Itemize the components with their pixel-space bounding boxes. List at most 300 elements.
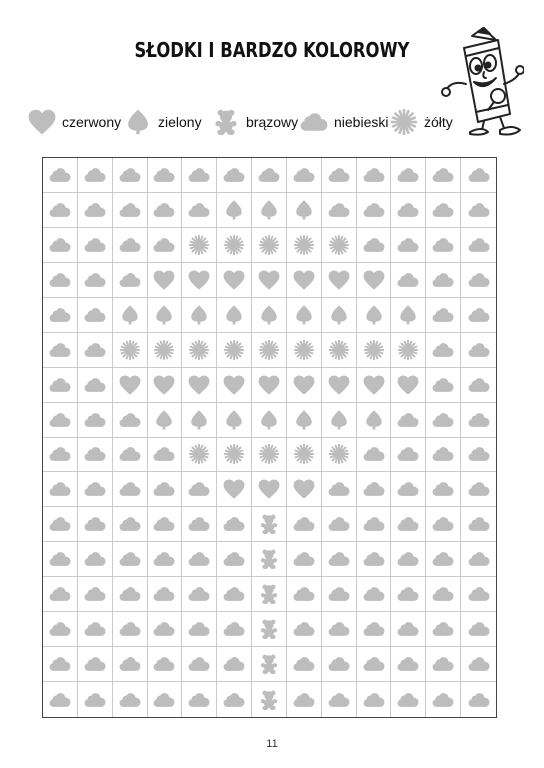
- grid-cell: [461, 263, 496, 298]
- cloud-icon: [119, 584, 141, 604]
- grid-cell: [148, 298, 183, 333]
- grid-cell: [391, 158, 426, 193]
- cloud-icon: [49, 165, 71, 185]
- cloud-icon: [363, 165, 385, 185]
- cloud-icon: [84, 549, 106, 569]
- grid-cell: [78, 472, 113, 507]
- grid-cell: [426, 263, 461, 298]
- cloud-icon: [328, 514, 350, 534]
- cloud-icon: [49, 375, 71, 395]
- cloud-icon: [293, 584, 315, 604]
- cloud-icon: [223, 654, 245, 674]
- cloud-icon: [223, 584, 245, 604]
- cloud-icon: [468, 619, 490, 639]
- grid-cell: [322, 263, 357, 298]
- grid-cell: [322, 403, 357, 438]
- cloud-icon: [432, 690, 454, 710]
- grid-cell: [43, 577, 78, 612]
- cloud-icon: [49, 654, 71, 674]
- heart-icon: [188, 375, 210, 395]
- grid-cell: [357, 263, 392, 298]
- cloud-icon: [84, 235, 106, 255]
- cloud-icon: [300, 109, 328, 135]
- grid-cell: [113, 228, 148, 263]
- grid-cell: [357, 438, 392, 473]
- heart-icon: [363, 375, 385, 395]
- grid-cell: [391, 612, 426, 647]
- cloud-icon: [328, 165, 350, 185]
- leaf-icon: [293, 200, 315, 220]
- grid-cell: [148, 682, 183, 717]
- grid-cell: [217, 438, 252, 473]
- cloud-icon: [468, 340, 490, 360]
- page-title: SŁODKI I BARDZO KOLOROWY: [134, 38, 410, 62]
- cloud-icon: [468, 654, 490, 674]
- leaf-icon: [293, 410, 315, 430]
- cloud-icon: [84, 340, 106, 360]
- grid-cell: [43, 193, 78, 228]
- grid-cell: [391, 577, 426, 612]
- star-burst-icon: [328, 444, 350, 464]
- grid-cell: [357, 368, 392, 403]
- grid-cell: [287, 228, 322, 263]
- grid-cell: [391, 298, 426, 333]
- grid-cell: [287, 368, 322, 403]
- grid-cell: [217, 263, 252, 298]
- cloud-icon: [293, 514, 315, 534]
- grid-cell: [182, 507, 217, 542]
- grid-cell: [148, 403, 183, 438]
- grid-cell: [182, 368, 217, 403]
- grid-cell: [322, 158, 357, 193]
- star-burst-icon: [188, 235, 210, 255]
- grid-cell: [43, 263, 78, 298]
- grid-cell: [113, 333, 148, 368]
- cloud-icon: [432, 375, 454, 395]
- grid-cell: [252, 507, 287, 542]
- grid-cell: [461, 577, 496, 612]
- cloud-icon: [432, 235, 454, 255]
- cloud-icon: [188, 549, 210, 569]
- cloud-icon: [188, 690, 210, 710]
- grid-cell: [78, 228, 113, 263]
- heart-icon: [258, 375, 280, 395]
- cloud-icon: [119, 235, 141, 255]
- grid-cell: [113, 263, 148, 298]
- legend-item-heart: [28, 108, 121, 136]
- grid-cell: [357, 472, 392, 507]
- heart-icon: [363, 270, 385, 290]
- grid-cell: [322, 577, 357, 612]
- grid-cell: [357, 403, 392, 438]
- grid-cell: [322, 542, 357, 577]
- cloud-icon: [468, 375, 490, 395]
- cloud-icon: [49, 444, 71, 464]
- heart-icon: [258, 479, 280, 499]
- cloud-icon: [49, 235, 71, 255]
- cloud-icon: [188, 619, 210, 639]
- teddy-bear-icon: [258, 549, 280, 569]
- grid-cell: [113, 368, 148, 403]
- grid-cell: [426, 577, 461, 612]
- grid-cell: [43, 612, 78, 647]
- cloud-icon: [328, 200, 350, 220]
- legend-label: czerwony: [62, 114, 122, 130]
- grid-cell: [148, 158, 183, 193]
- cloud-icon: [119, 479, 141, 499]
- grid-cell: [287, 577, 322, 612]
- heart-icon: [293, 270, 315, 290]
- cloud-icon: [468, 235, 490, 255]
- cloud-icon: [119, 654, 141, 674]
- leaf-icon: [363, 305, 385, 325]
- grid-cell: [148, 542, 183, 577]
- cloud-icon: [119, 410, 141, 430]
- cloud-icon: [188, 584, 210, 604]
- grid-cell: [252, 577, 287, 612]
- star-burst-icon: [293, 235, 315, 255]
- cloud-icon: [328, 619, 350, 639]
- grid-cell: [461, 368, 496, 403]
- grid-cell: [78, 682, 113, 717]
- cloud-icon: [432, 340, 454, 360]
- cloud-icon: [432, 584, 454, 604]
- grid-cell: [287, 403, 322, 438]
- cloud-icon: [397, 200, 419, 220]
- cloud-icon: [153, 444, 175, 464]
- cloud-icon: [432, 410, 454, 430]
- grid-cell: [252, 158, 287, 193]
- heart-icon: [28, 109, 56, 135]
- grid-cell: [78, 263, 113, 298]
- cloud-icon: [119, 514, 141, 534]
- grid-cell: [182, 333, 217, 368]
- cloud-icon: [153, 200, 175, 220]
- star-burst-icon: [258, 235, 280, 255]
- cloud-icon: [223, 619, 245, 639]
- heart-icon: [153, 375, 175, 395]
- leaf-icon: [328, 305, 350, 325]
- cloud-icon: [153, 479, 175, 499]
- grid-cell: [182, 193, 217, 228]
- star-burst-icon: [223, 340, 245, 360]
- cloud-icon: [397, 270, 419, 290]
- grid-cell: [78, 298, 113, 333]
- grid-cell: [461, 682, 496, 717]
- heart-icon: [223, 375, 245, 395]
- grid-cell: [113, 158, 148, 193]
- grid-cell: [78, 507, 113, 542]
- cloud-icon: [397, 165, 419, 185]
- leaf-icon: [223, 410, 245, 430]
- grid-cell: [43, 647, 78, 682]
- grid-cell: [426, 612, 461, 647]
- grid-cell: [43, 438, 78, 473]
- grid-cell: [148, 577, 183, 612]
- cloud-icon: [49, 584, 71, 604]
- leaf-icon: [363, 410, 385, 430]
- leaf-icon: [223, 305, 245, 325]
- grid-cell: [78, 577, 113, 612]
- grid-cell: [357, 542, 392, 577]
- grid-cell: [357, 612, 392, 647]
- grid-cell: [78, 438, 113, 473]
- grid-cell: [287, 333, 322, 368]
- grid-cell: [148, 263, 183, 298]
- grid-cell: [217, 682, 252, 717]
- cloud-icon: [84, 479, 106, 499]
- cloud-icon: [293, 654, 315, 674]
- grid-cell: [426, 682, 461, 717]
- heart-icon: [223, 270, 245, 290]
- cloud-icon: [49, 200, 71, 220]
- grid-cell: [252, 647, 287, 682]
- grid-cell: [252, 333, 287, 368]
- grid-cell: [252, 612, 287, 647]
- star-burst-icon: [293, 340, 315, 360]
- heart-icon: [293, 479, 315, 499]
- cloud-icon: [432, 549, 454, 569]
- cloud-icon: [293, 690, 315, 710]
- grid-cell: [461, 542, 496, 577]
- grid-cell: [391, 647, 426, 682]
- page-number: 11: [266, 738, 278, 750]
- coloring-grid: [42, 157, 497, 718]
- cloud-icon: [432, 270, 454, 290]
- grid-cell: [43, 403, 78, 438]
- heart-icon: [223, 479, 245, 499]
- cloud-icon: [468, 200, 490, 220]
- grid-cell: [217, 542, 252, 577]
- cloud-icon: [84, 514, 106, 534]
- cloud-icon: [363, 584, 385, 604]
- grid-cell: [217, 298, 252, 333]
- cloud-icon: [84, 690, 106, 710]
- leaf-icon: [124, 109, 152, 135]
- grid-cell: [322, 507, 357, 542]
- leaf-icon: [153, 410, 175, 430]
- legend-label: niebieski: [334, 114, 389, 130]
- grid-cell: [78, 647, 113, 682]
- grid-cell: [391, 507, 426, 542]
- cloud-icon: [188, 514, 210, 534]
- grid-cell: [217, 612, 252, 647]
- grid-cell: [252, 368, 287, 403]
- grid-cell: [391, 228, 426, 263]
- grid-cell: [43, 333, 78, 368]
- leaf-icon: [293, 305, 315, 325]
- cloud-icon: [84, 654, 106, 674]
- grid-cell: [252, 403, 287, 438]
- grid-cell: [78, 403, 113, 438]
- grid-cell: [391, 193, 426, 228]
- cloud-icon: [49, 410, 71, 430]
- cloud-icon: [119, 690, 141, 710]
- cloud-icon: [397, 549, 419, 569]
- cloud-icon: [328, 549, 350, 569]
- cloud-icon: [363, 690, 385, 710]
- grid-cell: [148, 333, 183, 368]
- grid-cell: [113, 507, 148, 542]
- cloud-icon: [468, 444, 490, 464]
- grid-cell: [287, 298, 322, 333]
- grid-cell: [182, 298, 217, 333]
- grid-cell: [461, 403, 496, 438]
- grid-cell: [113, 612, 148, 647]
- cloud-icon: [119, 200, 141, 220]
- cloud-icon: [293, 549, 315, 569]
- cloud-icon: [397, 514, 419, 534]
- grid-cell: [217, 158, 252, 193]
- heart-icon: [328, 375, 350, 395]
- cloud-icon: [119, 270, 141, 290]
- grid-cell: [322, 193, 357, 228]
- cloud-icon: [258, 165, 280, 185]
- cloud-icon: [84, 410, 106, 430]
- cloud-icon: [84, 584, 106, 604]
- grid-cell: [357, 577, 392, 612]
- grid-cell: [182, 403, 217, 438]
- grid-cell: [426, 472, 461, 507]
- heart-icon: [328, 270, 350, 290]
- grid-cell: [287, 542, 322, 577]
- cloud-icon: [468, 270, 490, 290]
- grid-cell: [217, 403, 252, 438]
- star-burst-icon: [258, 340, 280, 360]
- grid-cell: [78, 542, 113, 577]
- grid-cell: [461, 472, 496, 507]
- grid-cell: [357, 298, 392, 333]
- heart-icon: [293, 375, 315, 395]
- cloud-icon: [397, 690, 419, 710]
- cloud-icon: [84, 375, 106, 395]
- cloud-icon: [363, 200, 385, 220]
- cloud-icon: [397, 479, 419, 499]
- cloud-icon: [84, 165, 106, 185]
- grid-cell: [182, 577, 217, 612]
- grid-cell: [461, 647, 496, 682]
- legend-label: żółty: [424, 114, 453, 130]
- cloud-icon: [49, 340, 71, 360]
- cloud-icon: [188, 654, 210, 674]
- legend-item-star: [390, 108, 453, 136]
- grid-cell: [322, 368, 357, 403]
- grid-cell: [182, 612, 217, 647]
- grid-cell: [148, 228, 183, 263]
- cloud-icon: [432, 165, 454, 185]
- grid-cell: [113, 438, 148, 473]
- cloud-icon: [49, 549, 71, 569]
- grid-cell: [391, 438, 426, 473]
- heart-icon: [258, 270, 280, 290]
- grid-cell: [461, 507, 496, 542]
- grid-cell: [148, 193, 183, 228]
- grid-cell: [322, 612, 357, 647]
- grid-cell: [217, 368, 252, 403]
- grid-cell: [287, 472, 322, 507]
- grid-cell: [217, 228, 252, 263]
- grid-cell: [78, 612, 113, 647]
- cloud-icon: [119, 444, 141, 464]
- leaf-icon: [397, 305, 419, 325]
- star-burst-icon: [293, 444, 315, 464]
- cloud-icon: [363, 444, 385, 464]
- cloud-icon: [397, 619, 419, 639]
- grid-cell: [461, 612, 496, 647]
- cloud-icon: [432, 654, 454, 674]
- star-burst-icon: [153, 340, 175, 360]
- grid-cell: [426, 298, 461, 333]
- cloud-icon: [153, 514, 175, 534]
- cloud-icon: [84, 444, 106, 464]
- cloud-icon: [328, 479, 350, 499]
- cloud-icon: [468, 584, 490, 604]
- legend-item-cloud: [300, 108, 388, 136]
- cloud-icon: [153, 690, 175, 710]
- cloud-icon: [223, 514, 245, 534]
- star-burst-icon: [397, 340, 419, 360]
- grid-cell: [113, 542, 148, 577]
- star-burst-icon: [258, 444, 280, 464]
- grid-cell: [391, 368, 426, 403]
- grid-cell: [217, 193, 252, 228]
- grid-cell: [426, 438, 461, 473]
- star-burst-icon: [223, 444, 245, 464]
- grid-cell: [461, 193, 496, 228]
- cloud-icon: [363, 514, 385, 534]
- teddy-bear-icon: [258, 584, 280, 604]
- cloud-icon: [397, 410, 419, 430]
- grid-cell: [113, 298, 148, 333]
- grid-cell: [357, 228, 392, 263]
- grid-cell: [426, 368, 461, 403]
- cloud-icon: [328, 690, 350, 710]
- cloud-icon: [468, 410, 490, 430]
- grid-cell: [78, 193, 113, 228]
- grid-cell: [78, 368, 113, 403]
- grid-cell: [148, 368, 183, 403]
- grid-cell: [43, 368, 78, 403]
- cloud-icon: [432, 200, 454, 220]
- grid-cell: [43, 158, 78, 193]
- grid-cell: [287, 193, 322, 228]
- cloud-icon: [49, 514, 71, 534]
- cloud-icon: [153, 584, 175, 604]
- cloud-icon: [397, 584, 419, 604]
- cloud-icon: [223, 165, 245, 185]
- grid-cell: [78, 158, 113, 193]
- cloud-icon: [84, 270, 106, 290]
- grid-cell: [287, 507, 322, 542]
- grid-cell: [391, 333, 426, 368]
- cloud-icon: [397, 444, 419, 464]
- grid-cell: [182, 438, 217, 473]
- leaf-icon: [258, 305, 280, 325]
- cloud-icon: [84, 619, 106, 639]
- grid-cell: [426, 647, 461, 682]
- grid-cell: [322, 682, 357, 717]
- grid-cell: [182, 647, 217, 682]
- star-burst-icon: [188, 444, 210, 464]
- grid-cell: [461, 333, 496, 368]
- grid-cell: [287, 158, 322, 193]
- leaf-icon: [188, 410, 210, 430]
- grid-cell: [322, 472, 357, 507]
- cloud-icon: [49, 305, 71, 325]
- grid-cell: [287, 612, 322, 647]
- grid-cell: [357, 333, 392, 368]
- grid-cell: [182, 228, 217, 263]
